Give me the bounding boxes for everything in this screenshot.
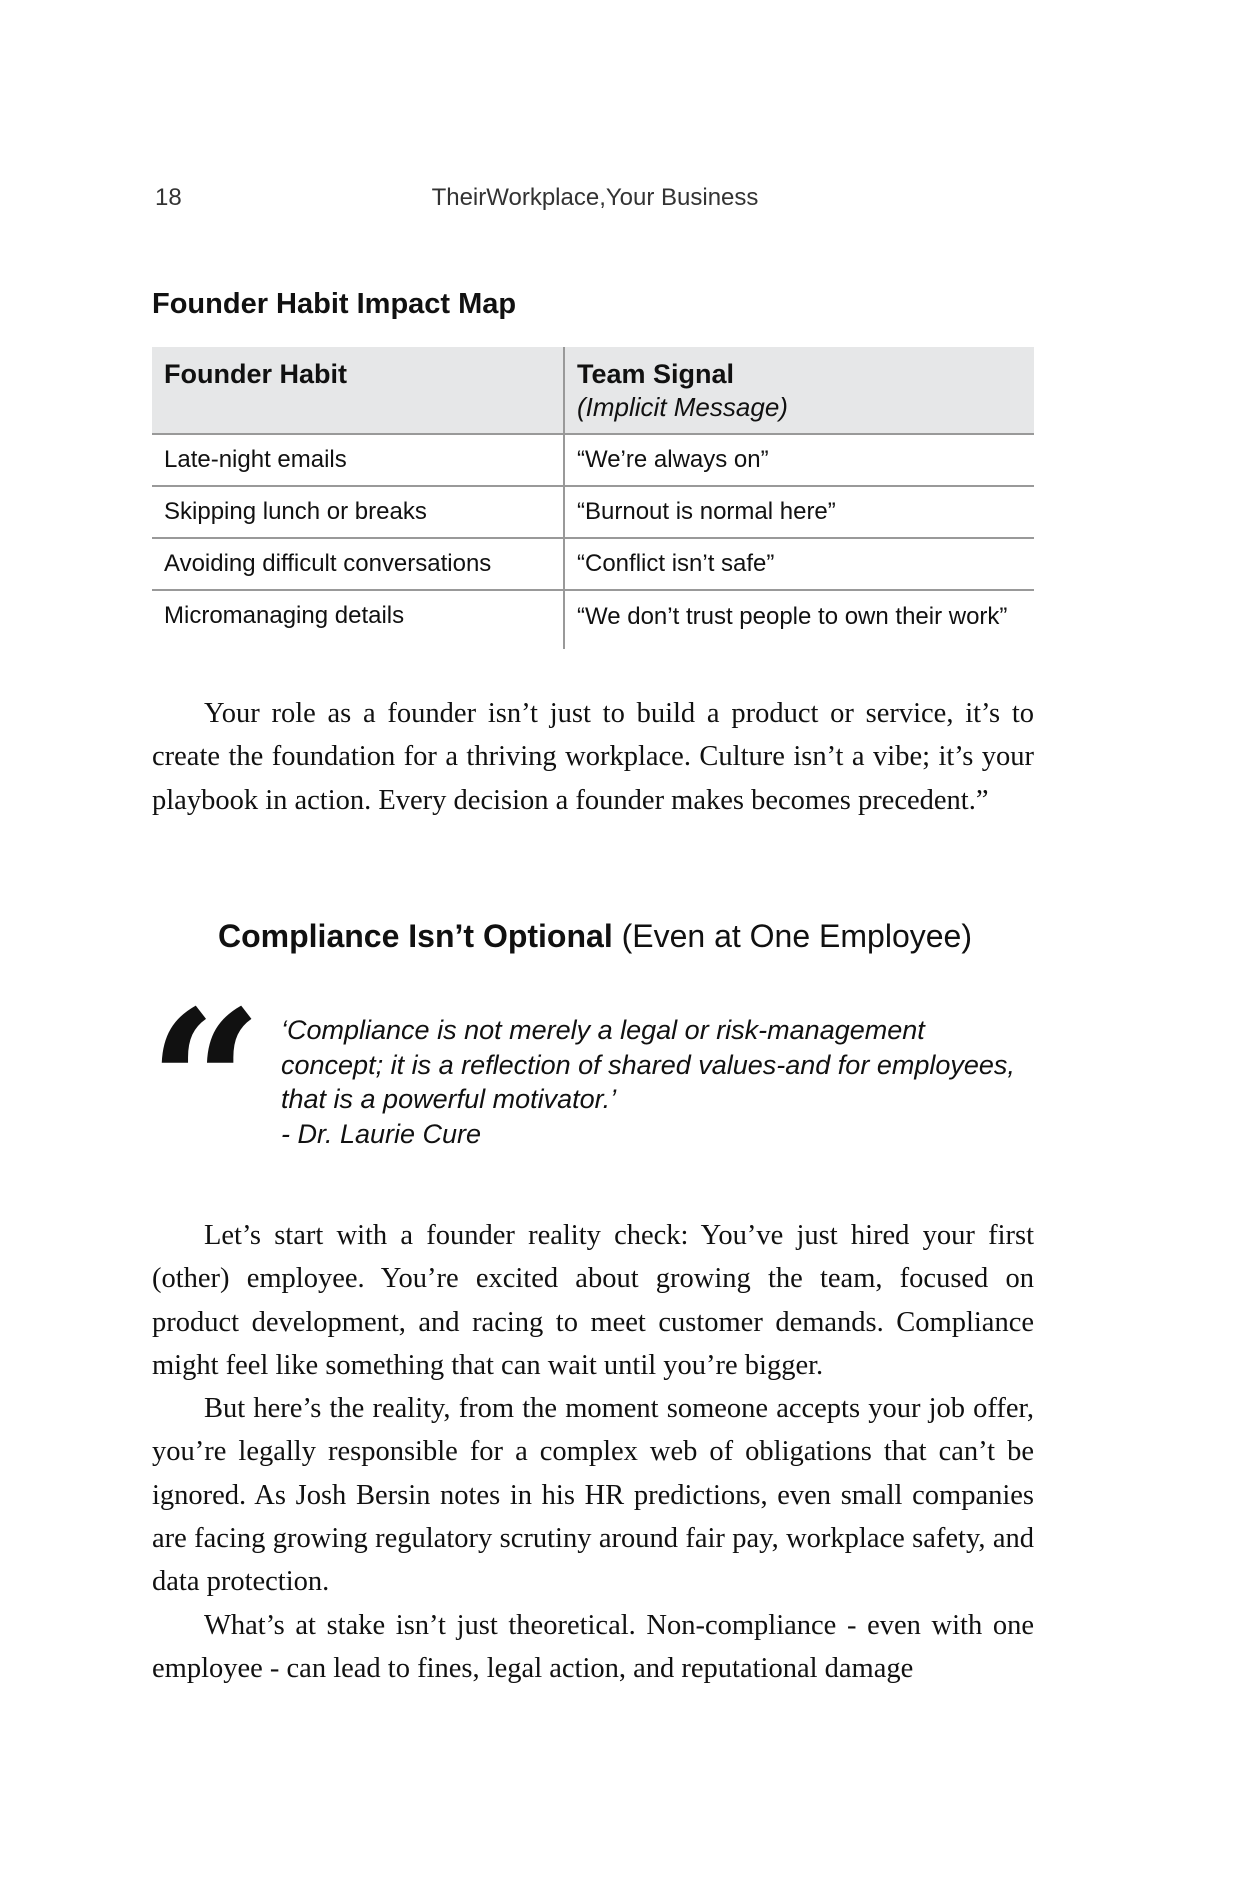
header-founder-habit <box>152 347 564 434</box>
header-col2-sublabel: (Implicit Message) <box>577 392 788 422</box>
header-col1-label: Founder Habit <box>164 359 347 389</box>
signal-cell: “Burnout is normal here” <box>564 486 1034 538</box>
quote-attribution: - Dr. Laurie Cure <box>281 1118 482 1149</box>
table-row <box>152 538 1034 590</box>
body-paragraph <box>152 1604 1034 1691</box>
quotation-mark-icon: “ <box>148 967 264 1202</box>
habit-impact-table <box>152 347 1034 649</box>
paragraph-text: Your role as a founder isn’t just to build a product or service, it’s to create the foundation for a thriving workplace. Culture isn’t a vibe; it’s your playbook in action. Every decision a founder makes becomes precedent.” <box>152 698 1034 816</box>
section-heading-bold: Compliance Isn’t Optional <box>218 918 613 954</box>
habit-cell: Skipping lunch or breaks <box>152 486 564 538</box>
table-row <box>152 486 1034 538</box>
signal-cell: “We don’t trust people to own their work” <box>564 590 1034 649</box>
running-head: TheirWorkplace,Your Business <box>431 184 759 211</box>
section-heading <box>0 918 1190 955</box>
table-header-row <box>152 347 1034 434</box>
header-team-signal <box>564 347 1034 434</box>
signal-cell: “We’re always on” <box>564 434 1034 486</box>
habit-cell: Micromanaging details <box>152 590 564 649</box>
paragraph-text: What’s at stake isn’t just theoretical. Non-compliance - even with one employee - can lead to fines, legal action, and reputational damage <box>152 1609 1034 1684</box>
pull-quote <box>281 1013 1021 1151</box>
habit-cell: Avoiding difficult conversations <box>152 538 564 590</box>
table-row <box>152 590 1034 649</box>
table-row <box>152 434 1034 486</box>
header-col2-label: Team Signal <box>577 359 735 389</box>
quote-text: ‘Compliance is not merely a legal or risk-management concept; it is a reflection of shared values-and for employees, that is a powerful motivator.’ <box>281 1015 1015 1114</box>
section-heading-rest: (Even at One Employee) <box>612 918 972 954</box>
paragraph-text: Let’s start with a founder reality check: You’ve just hired your first (other) employee. You’re excited about growing the team, focused on product development, and racing to meet customer demands. Compliance might feel like something that can wait until you’re bigger. <box>152 1220 1034 1381</box>
body-text <box>152 1214 1034 1690</box>
habit-cell: Late-night emails <box>152 434 564 486</box>
signal-cell: “Conflict isn’t safe” <box>564 538 1034 590</box>
table-title: Founder Habit Impact Map <box>152 288 517 320</box>
body-paragraph <box>152 1387 1034 1603</box>
body-paragraph <box>152 692 1034 822</box>
body-paragraph <box>152 1214 1034 1387</box>
paragraph-text: But here’s the reality, from the moment someone accepts your job offer, you’re legally responsible for a complex web of obligations that can’t be ignored. As Josh Bersin notes in his HR predictions, even small companies are facing growing regulatory scrutiny around fair pay, workplace safety, and data protection. <box>152 1393 1034 1598</box>
page-number: 18 <box>155 184 182 211</box>
